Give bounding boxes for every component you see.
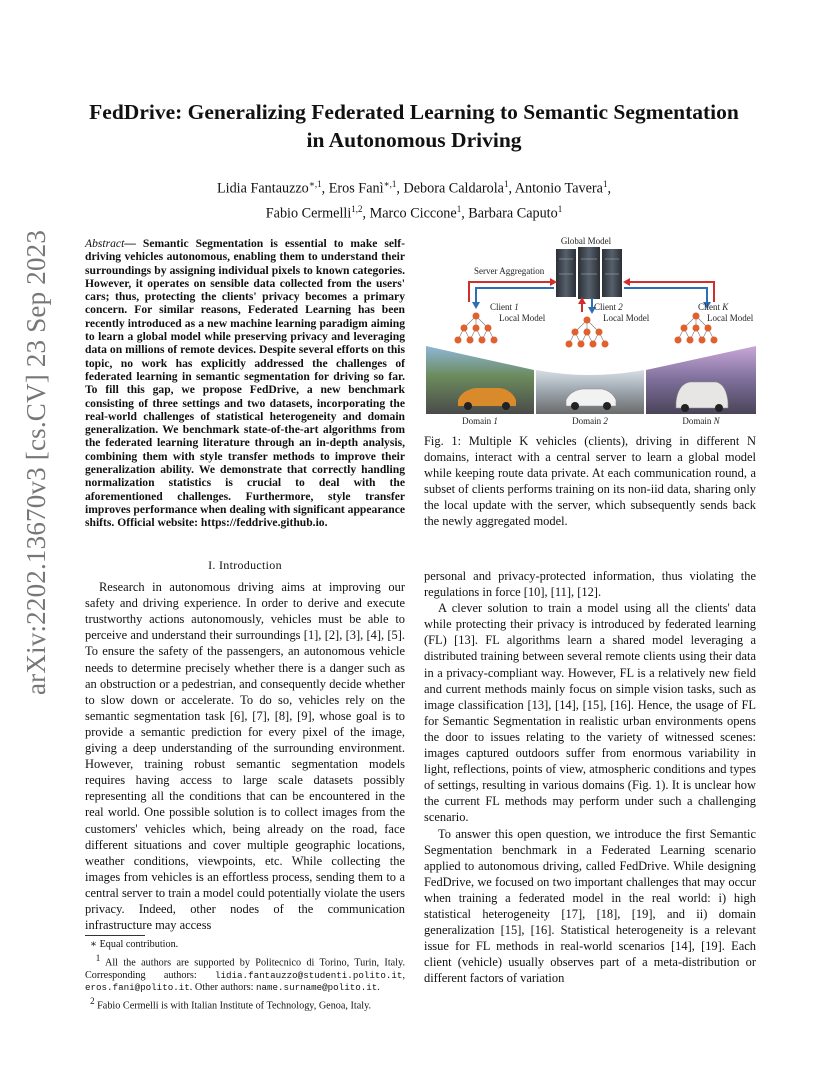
footnote-rule bbox=[85, 935, 145, 936]
upload-arrow-right bbox=[630, 282, 714, 302]
intro-paragraph-continued: personal and privacy-protected information, thus violating the regulations in force [10], [11], [12]. bbox=[424, 569, 756, 600]
server-aggregation-label: Server Aggregation bbox=[474, 266, 545, 276]
arxiv-stamp: arXiv:2202.13670v3 [cs.CV] 23 Sep 2023 bbox=[21, 229, 51, 695]
client-1-label: Client 1 bbox=[490, 302, 519, 312]
client-k-sub: Local Model bbox=[707, 313, 754, 323]
domain-2-label: Domain 2 bbox=[572, 416, 608, 426]
introduction-right bbox=[424, 568, 756, 986]
client-1-sub: Local Model bbox=[499, 313, 546, 323]
intro-paragraph-3: To answer this open question, we introduce the first Semantic Segmentation benchmark in a Federated Learning scenario applied to autonomous driving, called FedDrive. While designing FedDrive, we focused on two important challenges that may occur when training a federated model in the real world: i) high statistical heterogeneity [17], [18], [19], and ii) domain generalization [15], [16]. Statistical heterogeneity is a relevant issue for FL methods in real-world scenarios [14], [19]. Each client (vehicle) usually observes part of a meta-distribution or different factors of variation bbox=[424, 826, 756, 986]
author-line-1: Lidia Fantauzzo$^{∗,1}$, Eros Fanì$^{∗,1}$, Debora Caldarola$^1$, Antonio Tavera$^1$, bbox=[216, 179, 611, 197]
footnote-2: $^2$ Fabio Cermelli is with Italian Institute of Technology, Genoa, Italy. bbox=[90, 995, 372, 1012]
client-k-label: Client K bbox=[698, 302, 729, 312]
global-model-label: Global Model bbox=[560, 236, 612, 246]
upload-arrow-left bbox=[469, 282, 550, 302]
footnote-1: $^1$ All the authors are supported by Politecnico di Torino, Turin, Italy. Corresponding authors: lidia.fantauzzo@studenti.polito.it, eros.fani@polito.it. Other authors: name.surname@polito.it. bbox=[85, 952, 405, 994]
footnote-equal: ∗ Equal contribution. bbox=[85, 939, 179, 950]
car-icon-n bbox=[676, 382, 728, 412]
client-2-label: Client 2 bbox=[594, 302, 623, 312]
abstract-text: — Semantic Segmentation is essential to make self-driving vehicles autonomous, enabling them to understand their surroundings by assigning individual pixels to known categories. However, it operates on sensible data collected from the users' cars; thus, protecting the clients' privacy becomes a primary concern. For similar reasons, Federated Learning has been recently introduced as a new machine learning paradigm aiming to learn a global model while preserving privacy and leveraging data on millions of remote devices. Despite several efforts on this topic, no work has explicitly addressed the challenges of federated learning in semantic segmentation for driving so far. To fill this gap, we propose FedDrive, a new benchmark consisting of three settings and two datasets, incorporating the real-world challenges of statistical heterogeneity and domain generalization. We benchmark state-of-the-art algorithms from the federated learning literature through an in-depth analysis, combining them with style transfer methods to improve their generalization ability. We demonstrate that correctly handling normalization statistics is crucial to deal with the aforementioned challenges. Furthermore, style transfer improves performance when dealing with significant appearance shifts. Official website: https://feddrive.github.io. bbox=[85, 237, 405, 530]
domain-1-label: Domain 1 bbox=[462, 416, 498, 426]
footnotes bbox=[85, 935, 405, 1013]
federated-diagram bbox=[424, 234, 758, 426]
section-heading: I. Introduction bbox=[208, 558, 282, 572]
abstract-label: Abstract bbox=[85, 237, 125, 250]
download-arrow-right bbox=[624, 288, 707, 304]
author-line-2: Fabio Cermelli$^{1,2}$, Marco Ciccone$^1$, Barbara Caputo$^1$ bbox=[265, 203, 563, 222]
introduction-left bbox=[85, 545, 405, 933]
domain-n-label: Domain N bbox=[682, 416, 720, 426]
intro-paragraph-2: A clever solution to train a model using all the clients' data while protecting their privacy is introduced by federated learning (FL) [13]. FL algorithms learn a shared model leveraging a distributed training between several remote clients using their data in a privacy-compliant way. However, FL is a relatively new field and current methods mainly focus on simple vision tasks, such as image classification [13], [14], [15], [16]. Hence, the usage of FL for Semantic Segmentation in realistic urban environments opens the door to issues relating to the variety of witnessed scenes: images captured outdoors suffer from enormous variability in light, reflections, points of view, atmospheric conditions and types of settings, resulting in various domains (Fig. 1). It is unclear how the current FL methods may perform under such a challenging scenario. bbox=[424, 601, 756, 825]
author-list bbox=[110, 174, 718, 223]
abstract bbox=[85, 237, 405, 530]
server-icon bbox=[556, 247, 622, 299]
client-2-sub: Local Model bbox=[603, 313, 650, 323]
paper-title: FedDrive: Generalizing Federated Learning to Semantic Segmentation in Autonomous Driving bbox=[89, 100, 739, 152]
local-model-network-icon-1 bbox=[455, 313, 498, 344]
figure-1 bbox=[424, 234, 758, 426]
intro-paragraph-1: Research in autonomous driving aims at improving our safety and driving experience. In order to derive and execute trustworthy actions autonomously, vehicles must be able to perceive and understand their surroundings [1], [2], [3], [4], [5]. To ensure the safety of the passengers, an autonomous vehicle needs to determine precisely whether there is a danger such as an obstruction or a pedestrian, and consequently decide whether to slow down or accelerate. To do so, vehicles rely on the semantic segmentation task [6], [7], [8], [9], whose goal is to provide a semantic prediction for every pixel of the image, giving a deep understanding of the surrounding environment. However, training robust semantic segmentation models requires having access to large scale datasets possibly representing all the conditions that can be encountered in the real world. One possible solution is to collect images from the customers' vehicles which, being already on the road, face different situations and cover multiple geographic locations, weather conditions, viewpoints, etc. While collecting the images from vehicles is an effortless process, sending them to a central server to train a model could potentially violate the users privacy. Indeed, other nodes of the communication infrastructure may access bbox=[85, 580, 405, 933]
figure-caption: Fig. 1: Multiple K vehicles (clients), driving in different N domains, interact with a central server to learn a global model while keeping route data private. At each communication round, a subset of clients performs training on its non-iid data, sharing only the local update with the server, which subsequently sends back the newly aggregated model. bbox=[424, 434, 756, 529]
